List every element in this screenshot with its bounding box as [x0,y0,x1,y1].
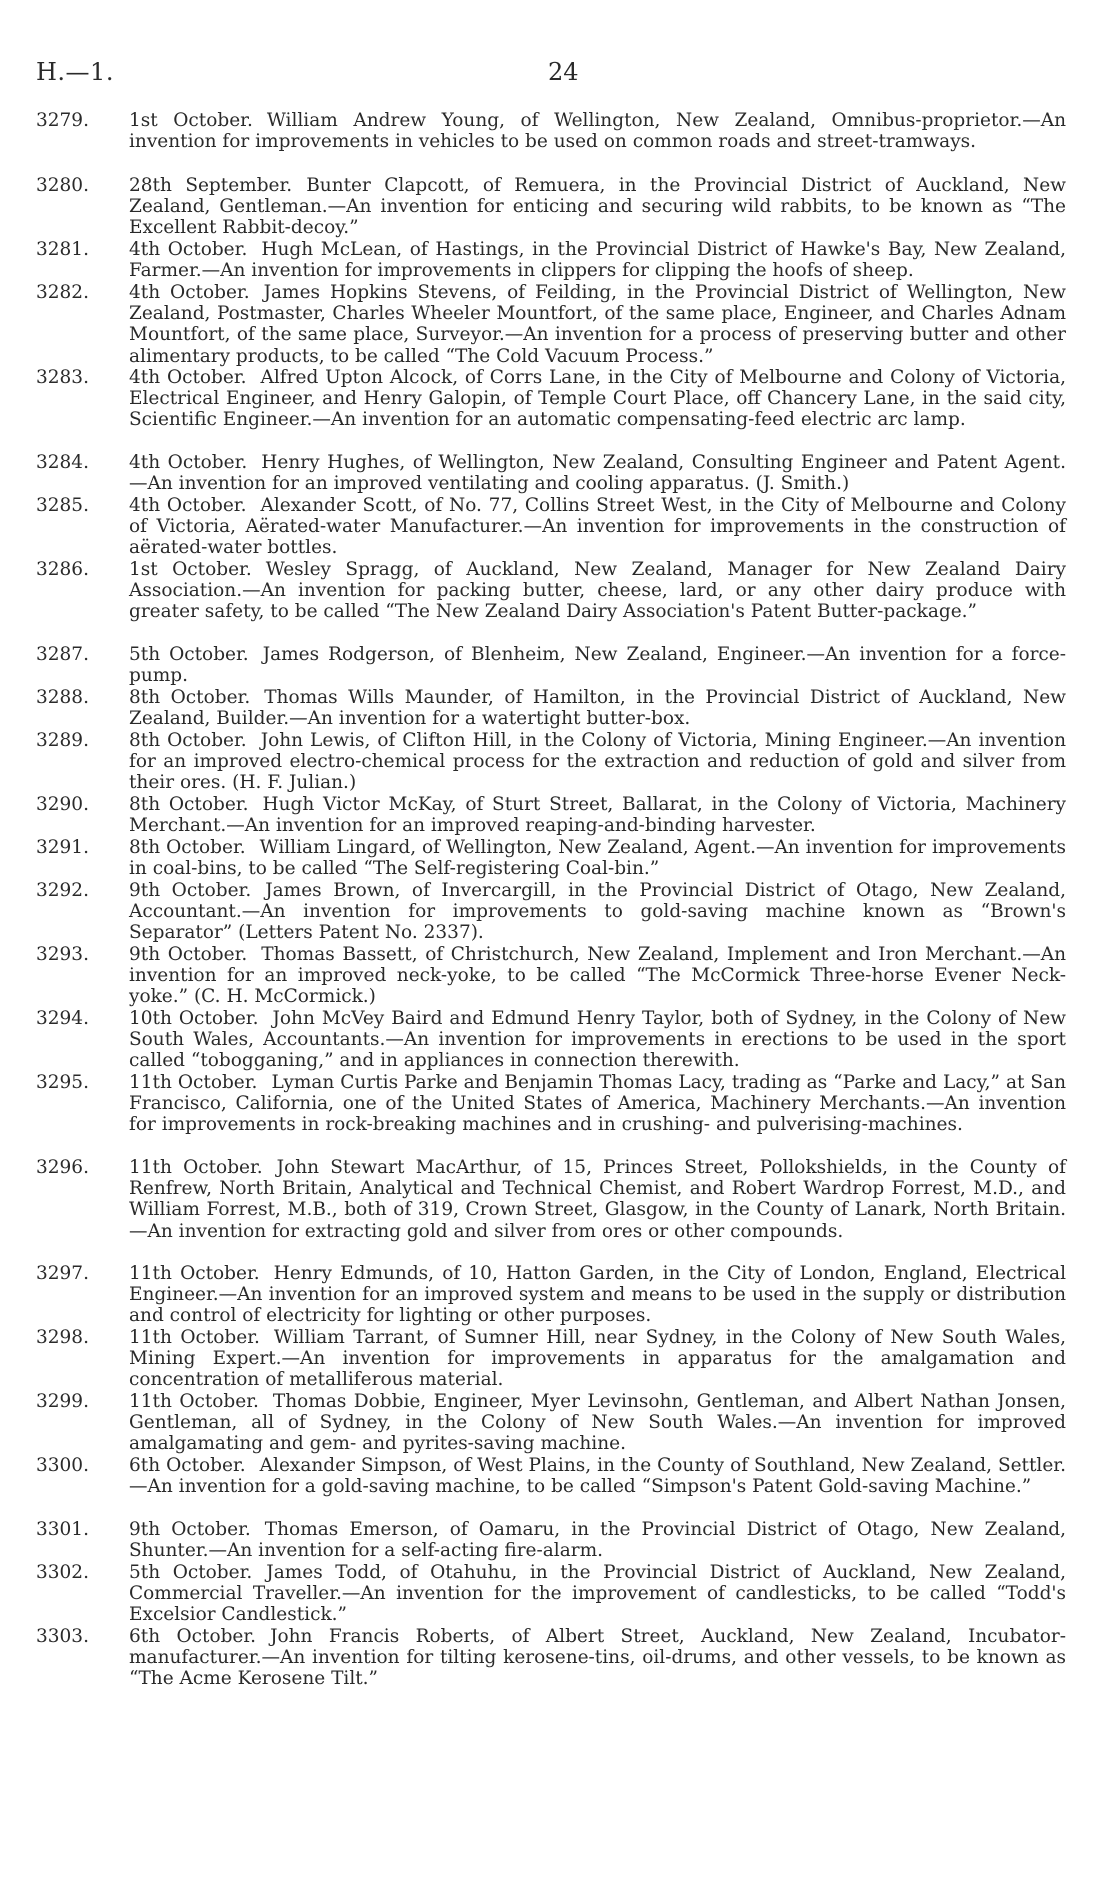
entry-number: 3297. [36,1263,89,1284]
entry-body [129,239,1066,281]
entry-date: 28th September. [129,175,293,196]
patent-applications-list [36,110,1066,1690]
page-number: 24 [548,58,579,86]
entry-date: 11th October. [129,1327,260,1348]
entry-date: 8th October. [129,794,249,815]
entry-text: Thomas Emerson, of Oamaru, in the Provincial District of Otago, New Zealand, Shunter.—An invention for a self-acting fire-alarm. [129,1519,1066,1562]
entry-number: 3289. [36,730,89,751]
entry-text: John Francis Roberts, of Albert Street, Auckland, New Zealand, Incubator-manufacturer.—An invention for tilting kerosene-tins, oil-drums, and other vessels, to be known as “The Acme Kerosene Tilt.” [129,1626,1066,1690]
entry-text: Lyman Curtis Parke and Benjamin Thomas Lacy, trading as “Parke and Lacy,” at San Francisco, California, one of the United States of America, Machinery Merchants.—An invention for improvements in rock-breaking machines and in crushing- and pulverising-machines. [129,1072,1066,1136]
entry-date: 11th October. [129,1391,259,1412]
entry-text: Hugh McLean, of Hastings, in the Provincial District of Hawke's Bay, New Zealand, Farmer.—An invention for improvements in clippers for clipping the hoofs of sheep. [129,239,1066,282]
entry-number: 3285. [36,495,89,516]
entry-date: 5th October. [129,1562,253,1583]
list-item [36,1008,1066,1072]
entry-body [129,1519,1066,1561]
list-item [36,1263,1066,1327]
entry-number: 3303. [36,1626,89,1647]
entry-body [129,687,1066,729]
entry-text: Thomas Dobbie, Engineer, Myer Levinsohn, Gentleman, and Albert Nathan Jonsen, Gentleman, all of Sydney, in the Colony of New South Wales.—An invention for improved amalgamating and gem- and pyrites-saving machine. [129,1391,1066,1455]
entry-body [129,880,1066,944]
entry-date: 10th October. [129,1008,259,1029]
entry-number: 3293. [36,944,89,965]
entry-body [129,944,1066,1008]
list-item [36,1157,1066,1263]
entry-text: Hugh Victor McKay, of Sturt Street, Ballarat, in the Colony of Victoria, Machinery Merchant.—An invention for an improved reaping-and-binding harvester. [129,794,1066,837]
entry-body [129,1391,1066,1455]
entry-text: John Lewis, of Clifton Hill, in the Colony of Victoria, Mining Engineer.—An invention for an improved electro-chemical process for the extraction and reduction of gold and silver from their ores. (H. F. Julian.) [129,730,1066,794]
list-item [36,559,1066,644]
entry-body [129,1157,1066,1242]
entry-number: 3284. [36,452,89,473]
entry-body [129,495,1066,559]
entry-number: 3290. [36,794,89,815]
entry-number: 3298. [36,1327,89,1348]
entry-date: 11th October. [129,1263,260,1284]
entry-body [129,559,1066,623]
entry-text: William Lingard, of Wellington, New Zealand, Agent.—An invention for improvements in coal-bins, to be called “The Self-registering Coal-bin.” [129,837,1066,880]
entry-body [129,1072,1066,1136]
entry-text: Henry Edmunds, of 10, Hatton Garden, in the City of London, England, Electrical Engineer.—An invention for an improved system and means to be used in the supply or distribution and control of electricity for lighting or other purposes. [129,1263,1066,1327]
entry-text: Thomas Bassett, of Christchurch, New Zealand, Implement and Iron Merchant.—An invention for an improved neck-yoke, to be called “The McCormick Three-horse Evener Neck-yoke.” (C. H. McCormick.) [129,944,1066,1008]
entry-number: 3294. [36,1008,89,1029]
entry-text: Bunter Clapcott, of Remuera, in the Provincial District of Auckland, New Zealand, Gentleman.—An invention for enticing and securing wild rabbits, to be known as “The Excellent Rabbit-decoy.” [129,175,1066,239]
list-item [36,880,1066,944]
entry-number: 3301. [36,1519,89,1540]
entry-number: 3299. [36,1391,89,1412]
entry-number: 3286. [36,559,89,580]
entry-text: James Todd, of Otahuhu, in the Provincial District of Auckland, New Zealand, Commercial Traveller.—An invention for the improvement of candlesticks, to be called “Todd's Excelsior Candlestick.” [129,1562,1066,1626]
entry-body [129,794,1066,836]
list-item [36,644,1066,687]
entry-body [129,110,1066,152]
entry-date: 6th October. [129,1626,257,1647]
list-item [36,367,1066,452]
list-item [36,730,1066,794]
list-item [36,687,1066,730]
entry-date: 9th October. [129,1519,251,1540]
entry-date: 5th October. [129,644,249,665]
parliamentary-paper-reference: H.—1. [36,58,114,86]
list-item [36,1455,1066,1519]
entry-body [129,452,1066,494]
entry-number: 3295. [36,1072,89,1093]
entry-date: 1st October. [129,559,252,580]
entry-date: 11th October. [129,1072,258,1093]
entry-number: 3300. [36,1455,89,1476]
list-item [36,794,1066,837]
entry-text: Henry Hughes, of Wellington, New Zealand, Consulting Engineer and Patent Agent.—An invention for an improved ventilating and cooling apparatus. (J. Smith.) [129,452,1066,495]
entry-text: Thomas Wills Maunder, of Hamilton, in the Provincial District of Auckland, New Zealand, Builder.—An invention for a watertight butter-box. [129,687,1066,730]
entry-date: 4th October. [129,239,248,260]
list-item [36,944,1066,1008]
entry-number: 3280. [36,175,89,196]
entry-body [129,1626,1066,1690]
entry-date: 8th October. [129,730,247,751]
entry-number: 3283. [36,367,89,388]
entry-body [129,1008,1066,1072]
entry-date: 4th October. [129,367,247,388]
list-item [36,1519,1066,1562]
entry-body [129,730,1066,794]
entry-text: William Tarrant, of Sumner Hill, near Sydney, in the Colony of New South Wales, Mining Expert.—An invention for improvements in apparatus for the amalgamation and concentration of metalliferous material. [129,1327,1066,1391]
list-item [36,1562,1066,1626]
entry-number: 3287. [36,644,89,665]
entry-number: 3291. [36,837,89,858]
entry-date: 8th October. [129,687,251,708]
entry-date: 9th October. [129,944,248,965]
entry-text: James Rodgerson, of Blenheim, New Zealand, Engineer.—An invention for a force-pump. [129,644,1066,687]
entry-body [129,1263,1066,1327]
entry-date: 4th October. [129,282,250,303]
entry-body [129,837,1066,879]
entry-number: 3288. [36,687,89,708]
list-item [36,1391,1066,1455]
entry-date: 6th October. [129,1455,246,1476]
entry-date: 8th October. [129,837,246,858]
entry-number: 3279. [36,110,89,131]
entry-number: 3281. [36,239,89,260]
entry-text: John Stewart MacArthur, of 15, Princes Street, Pollokshields, in the County of Renfrew, North Britain, Analytical and Technical Chemist, and Robert Wardrop Forrest, M.D., and William Forrest, M.B., both of 319, Crown Street, Glasgow, in the County of Lanark, North Britain.—An invention for extracting gold and silver from ores or other compounds. [129,1157,1066,1242]
entry-number: 3296. [36,1157,89,1178]
entry-date: 9th October. [129,880,252,901]
entry-text: Alfred Upton Alcock, of Corrs Lane, in the City of Melbourne and Colony of Victoria, Electrical Engineer, and Henry Galopin, of Temple Court Place, off Chancery Lane, in the said city, Scientific Engineer.—An invention for an automatic compensating-feed electric arc lamp. [129,367,1066,431]
entry-body [129,367,1066,431]
entry-text: John McVey Baird and Edmund Henry Taylor, both of Sydney, in the Colony of New South Wales, Accountants.—An invention for improvements in erections to be used in the sport called “tobogganing,” and in appliances in connection therewith. [129,1008,1066,1072]
list-item [36,452,1066,495]
list-item [36,239,1066,282]
entry-body [129,644,1066,686]
entry-text: James Hopkins Stevens, of Feilding, in the Provincial District of Wellington, New Zealand, Postmaster, Charles Wheeler Mountfort, of the same place, Engineer, and Charles Adnam Mountfort, of the same place, Surveyor.—An invention for a process of preserving butter and other alimentary products, to be called “The Cold Vacuum Process.” [129,282,1066,367]
entry-number: 3292. [36,880,89,901]
list-item [36,175,1066,239]
entry-date: 4th October. [129,452,248,473]
entry-body [129,1562,1066,1626]
page-header [36,58,1096,98]
entry-date: 11th October. [129,1157,263,1178]
entry-date: 4th October. [129,495,247,516]
entry-text: William Andrew Young, of Wellington, New Zealand, Omnibus-proprietor.—An invention for improvements in vehicles to be used on common roads and street-tramways. [129,110,1066,153]
entry-body [129,282,1066,367]
list-item [36,495,1066,559]
list-item [36,837,1066,880]
list-item [36,1072,1066,1157]
entry-text: James Brown, of Invercargill, in the Provincial District of Otago, New Zealand, Accountant.—An invention for improvements to gold-saving machine known as “Brown's Separator” (Letters Patent No. 2337). [129,880,1066,944]
entry-body [129,1327,1066,1391]
entry-text: Alexander Scott, of No. 77, Collins Street West, in the City of Melbourne and Colony of Victoria, Aërated-water Manufacturer.—An invention for improvements in the construction of aërated-water bottles. [129,495,1066,559]
entry-number: 3282. [36,282,89,303]
entry-body [129,175,1066,239]
entry-text: Wesley Spragg, of Auckland, New Zealand, Manager for New Zealand Dairy Association.—An invention for packing butter, cheese, lard, or any other dairy produce with greater safety, to be called “The New Zealand Dairy Association's Patent Butter-package.” [129,559,1066,623]
entry-body [129,1455,1066,1497]
list-item [36,282,1066,367]
list-item [36,1327,1066,1391]
entry-date: 1st October. [129,110,253,131]
list-item [36,110,1066,175]
list-item [36,1626,1066,1690]
entry-text: Alexander Simpson, of West Plains, in the County of Southland, New Zealand, Settler.—An invention for a gold-saving machine, to be called “Simpson's Patent Gold-saving Machine.” [129,1455,1066,1498]
entry-number: 3302. [36,1562,89,1583]
